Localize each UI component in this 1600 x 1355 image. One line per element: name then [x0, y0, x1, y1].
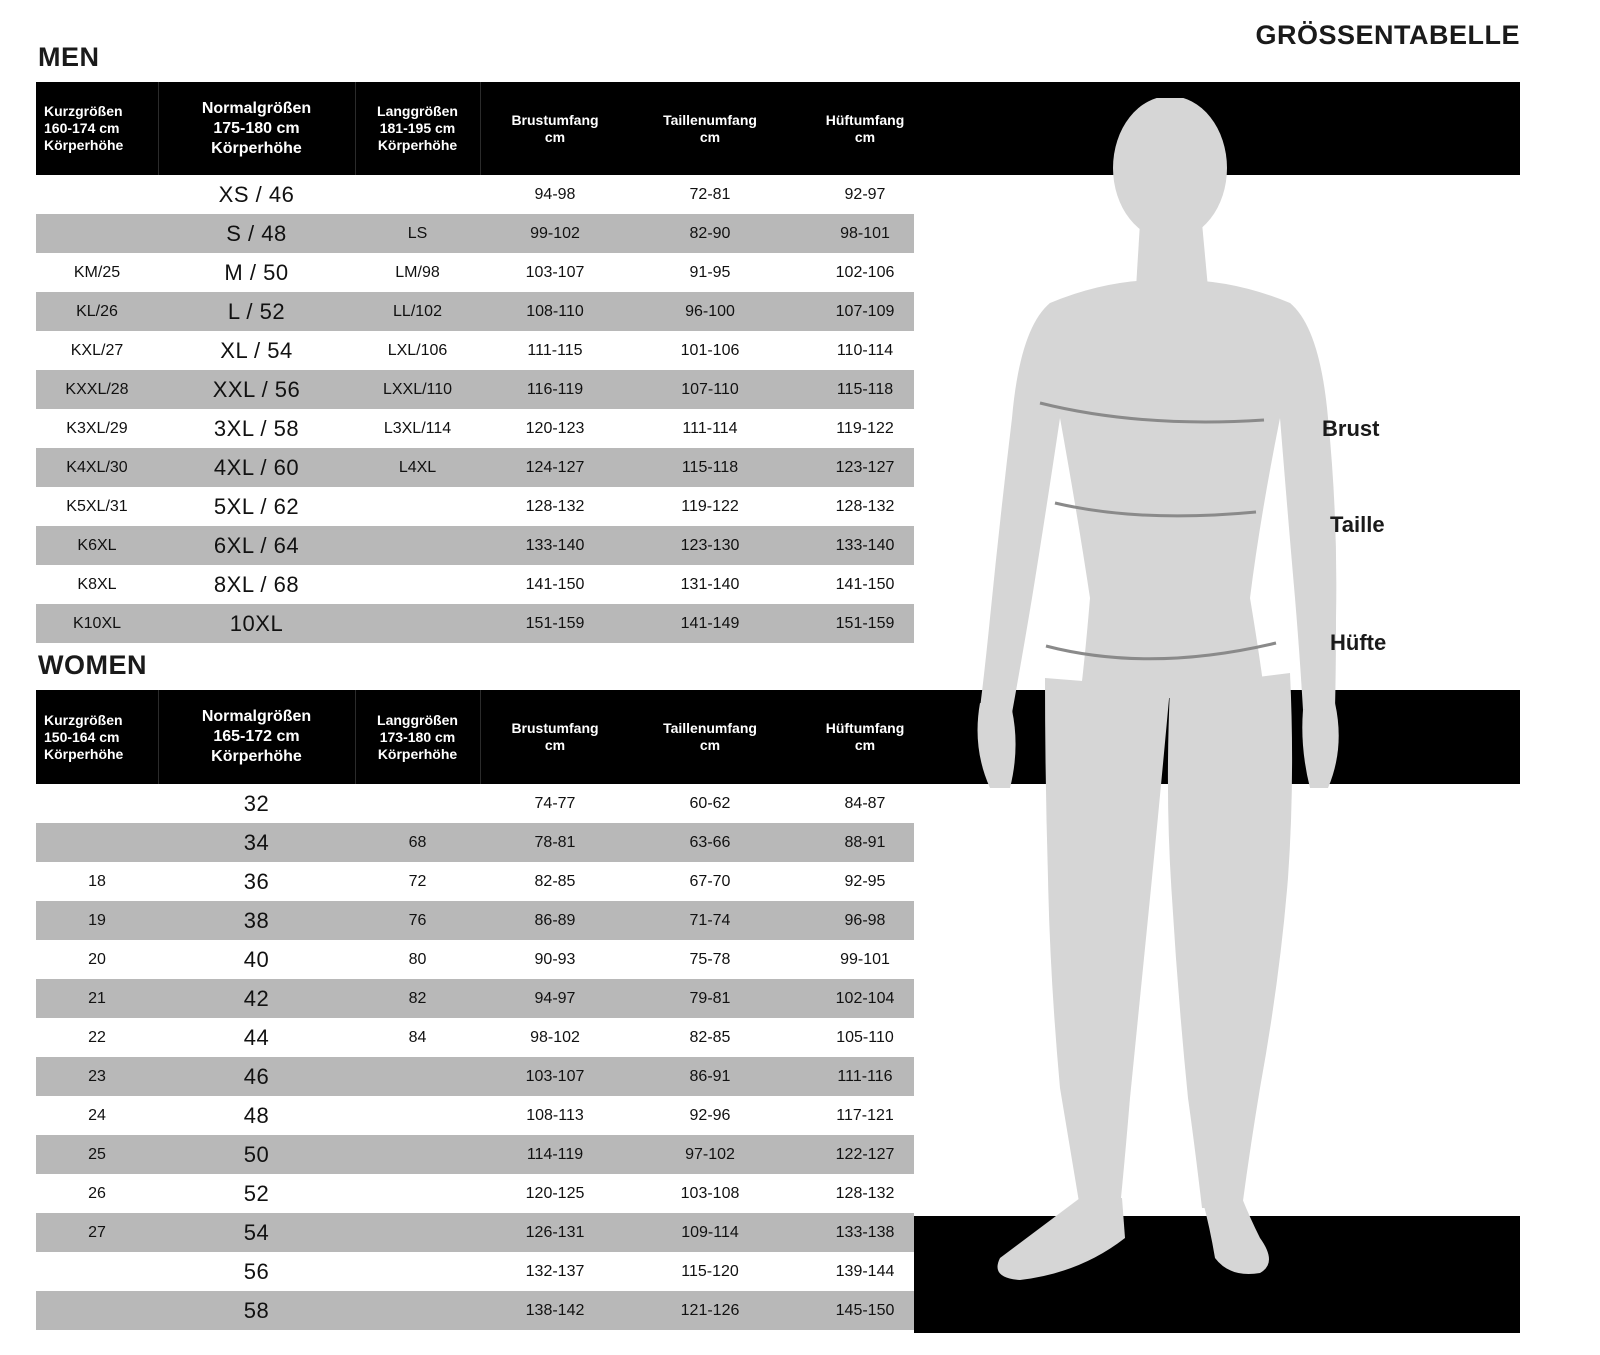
cell-brust: 94-97	[534, 989, 576, 1007]
table-row	[36, 565, 914, 604]
table-row	[36, 784, 914, 823]
cell-huefte: 128-132	[835, 1184, 895, 1202]
cell-lang: 72	[408, 872, 427, 890]
cell-huefte: 151-159	[835, 614, 895, 632]
cell-lang	[355, 1213, 480, 1252]
cell-lang: LS	[407, 224, 428, 242]
cell-kurz: K3XL/29	[66, 419, 128, 437]
table-row	[36, 175, 914, 214]
cell-brust: 82-85	[534, 872, 576, 890]
cell-huefte: 102-106	[835, 263, 895, 281]
cell-lang: LL/102	[393, 302, 442, 320]
cell-lang: LXL/106	[387, 341, 448, 359]
cell-normal: 34	[243, 829, 270, 855]
cell-kurz: 23	[88, 1067, 106, 1085]
table-row	[36, 409, 914, 448]
table-row	[36, 331, 914, 370]
cell-brust: 126-131	[525, 1223, 585, 1241]
men-header-taille: Taillenumfang cm	[663, 111, 757, 145]
cell-taille: 71-74	[689, 911, 731, 929]
cell-normal: S / 48	[226, 220, 287, 246]
cell-kurz: 24	[88, 1106, 106, 1124]
table-row	[36, 487, 914, 526]
cell-brust: 111-115	[527, 341, 583, 359]
cell-kurz: 26	[88, 1184, 106, 1202]
cell-normal: 10XL	[229, 610, 284, 636]
cell-lang	[355, 175, 480, 214]
cell-kurz	[36, 823, 158, 862]
table-row	[36, 823, 914, 862]
cell-taille: 79-81	[689, 989, 731, 1007]
women-header-huefte: Hüftumfang cm	[825, 720, 905, 753]
cell-taille: 67-70	[689, 872, 731, 890]
cell-brust: 141-150	[525, 575, 585, 593]
mannequin-figure	[960, 98, 1340, 1338]
cell-kurz: KXXL/28	[65, 380, 129, 398]
cell-taille: 75-78	[689, 950, 731, 968]
cell-taille: 123-130	[680, 536, 740, 554]
cell-normal: 44	[243, 1024, 270, 1050]
cell-kurz: 25	[88, 1145, 106, 1163]
cell-normal: 6XL / 64	[213, 532, 300, 558]
cell-huefte: 133-138	[835, 1223, 895, 1241]
cell-kurz: K4XL/30	[66, 458, 128, 476]
chest-label: Brust	[1322, 416, 1380, 441]
table-row	[36, 1252, 914, 1291]
cell-huefte: 88-91	[844, 833, 886, 851]
women-header-brust: Brustumfang cm	[511, 720, 599, 753]
cell-normal: M / 50	[224, 259, 289, 285]
men-header-normal: Normalgrößen 175-180 cm Körperhöhe	[201, 99, 312, 157]
men-heading: MEN	[38, 42, 100, 72]
cell-brust: 108-110	[526, 302, 584, 320]
cell-normal: 52	[243, 1180, 270, 1206]
cell-lang: 76	[408, 911, 427, 929]
cell-taille: 96-100	[685, 302, 735, 320]
cell-normal: L / 52	[227, 298, 286, 324]
cell-kurz: KL/26	[76, 302, 118, 320]
cell-brust: 133-140	[525, 536, 585, 554]
cell-brust: 151-159	[525, 614, 585, 632]
cell-kurz: 19	[88, 911, 106, 929]
table-row	[36, 253, 914, 292]
cell-taille: 92-96	[689, 1106, 731, 1124]
cell-huefte: 99-101	[840, 950, 890, 968]
cell-kurz	[36, 784, 158, 823]
women-heading: WOMEN	[38, 650, 147, 680]
table-row	[36, 1213, 914, 1252]
women-size-table	[36, 784, 914, 1330]
cell-normal: 8XL / 68	[213, 571, 300, 597]
cell-taille: 121-126	[680, 1301, 740, 1319]
cell-taille: 141-149	[680, 614, 740, 632]
cell-huefte: 115-118	[836, 380, 894, 398]
cell-lang: 84	[408, 1028, 427, 1046]
table-row	[36, 862, 914, 901]
cell-huefte: 122-127	[835, 1145, 895, 1163]
cell-taille: 82-90	[689, 224, 731, 242]
cell-taille: 103-108	[680, 1184, 740, 1202]
cell-huefte: 105-110	[836, 1028, 894, 1046]
page-title: GRÖSSENTABELLE	[1255, 20, 1520, 50]
table-row	[36, 448, 914, 487]
cell-lang	[355, 565, 480, 604]
cell-lang	[355, 526, 480, 565]
cell-kurz	[36, 175, 158, 214]
cell-huefte: 96-98	[844, 911, 886, 929]
header-divider	[158, 690, 159, 784]
cell-kurz	[36, 1291, 158, 1330]
cell-lang	[355, 1057, 480, 1096]
cell-normal: 58	[243, 1297, 270, 1323]
table-row	[36, 1096, 914, 1135]
table-row	[36, 1018, 914, 1057]
cell-huefte: 123-127	[835, 458, 895, 476]
table-row	[36, 214, 914, 253]
cell-huefte: 141-150	[835, 575, 895, 593]
cell-taille: 131-140	[680, 575, 740, 593]
cell-normal: 54	[243, 1219, 270, 1245]
cell-brust: 74-77	[534, 794, 576, 812]
men-header-lang: Langgrößen 181-195 cm Körperhöhe	[377, 103, 458, 153]
cell-huefte: 110-114	[836, 341, 894, 359]
header-divider	[480, 690, 481, 784]
cell-normal: 46	[243, 1063, 270, 1089]
cell-kurz: KXL/27	[70, 341, 124, 359]
header-divider	[355, 82, 356, 175]
cell-huefte: 84-87	[844, 794, 886, 812]
cell-brust: 120-125	[525, 1184, 585, 1202]
cell-kurz: KM/25	[73, 263, 121, 281]
cell-huefte: 92-97	[844, 185, 886, 203]
cell-lang	[355, 1291, 480, 1330]
cell-taille: 107-110	[681, 380, 739, 398]
header-divider	[355, 690, 356, 784]
cell-brust: 90-93	[534, 950, 576, 968]
cell-brust: 94-98	[534, 185, 576, 203]
cell-lang	[355, 1096, 480, 1135]
cell-normal: XXL / 56	[212, 376, 301, 402]
cell-huefte: 119-122	[836, 419, 894, 437]
women-header-lang: Langgrößen 173-180 cm Körperhöhe	[377, 711, 458, 762]
table-row	[36, 940, 914, 979]
cell-taille: 119-122	[681, 497, 739, 515]
cell-kurz: K10XL	[72, 614, 122, 632]
table-row	[36, 292, 914, 331]
cell-kurz: K8XL	[77, 575, 117, 593]
women-header-normal: Normalgrößen 165-172 cm Körperhöhe	[201, 708, 312, 765]
cell-huefte: 145-150	[835, 1301, 895, 1319]
table-row	[36, 370, 914, 409]
cell-taille: 115-120	[681, 1262, 739, 1280]
cell-taille: 115-118	[681, 458, 739, 476]
cell-normal: 38	[243, 907, 270, 933]
cell-brust: 98-102	[530, 1028, 580, 1046]
cell-normal: 42	[243, 985, 270, 1011]
cell-kurz: 27	[88, 1223, 106, 1241]
cell-normal: 56	[243, 1258, 270, 1284]
cell-lang: L4XL	[398, 458, 437, 476]
cell-brust: 86-89	[534, 911, 576, 929]
cell-brust: 124-127	[525, 458, 585, 476]
table-row	[36, 526, 914, 565]
cell-taille: 60-62	[689, 794, 731, 812]
cell-kurz: 22	[88, 1028, 106, 1046]
cell-huefte: 98-101	[840, 224, 890, 242]
table-row	[36, 1057, 914, 1096]
cell-kurz: 21	[88, 989, 106, 1007]
cell-huefte: 133-140	[835, 536, 895, 554]
hip-label: Hüfte	[1330, 630, 1387, 655]
cell-brust: 103-107	[525, 1067, 585, 1085]
cell-taille: 101-106	[680, 341, 740, 359]
cell-kurz: 20	[88, 950, 106, 968]
cell-taille: 91-95	[689, 263, 731, 281]
cell-huefte: 102-104	[835, 989, 895, 1007]
cell-taille: 111-114	[682, 419, 738, 437]
cell-kurz	[36, 1252, 158, 1291]
cell-brust: 78-81	[534, 833, 576, 851]
cell-normal: 36	[243, 868, 270, 894]
cell-lang: L3XL/114	[383, 419, 452, 437]
cell-huefte: 92-95	[844, 872, 886, 890]
cell-normal: 32	[243, 790, 270, 816]
women-header-kurz: Kurzgrößen 150-164 cm Körperhöhe	[44, 711, 124, 762]
cell-normal: 50	[243, 1141, 270, 1167]
cell-lang	[355, 1174, 480, 1213]
cell-brust: 132-137	[525, 1262, 585, 1280]
cell-lang: 82	[408, 989, 427, 1007]
cell-lang	[355, 1252, 480, 1291]
men-header-huefte: Hüftumfang cm	[825, 111, 905, 145]
cell-lang	[355, 487, 480, 526]
cell-brust: 120-123	[525, 419, 585, 437]
cell-normal: 40	[243, 946, 270, 972]
cell-huefte: 107-109	[835, 302, 895, 320]
cell-brust: 138-142	[525, 1301, 585, 1319]
cell-normal: 48	[243, 1102, 270, 1128]
cell-brust: 128-132	[525, 497, 585, 515]
cell-huefte: 139-144	[835, 1262, 895, 1280]
cell-taille: 109-114	[681, 1223, 739, 1241]
cell-lang: LM/98	[395, 263, 440, 281]
cell-brust: 116-119	[526, 380, 584, 398]
cell-lang: 80	[408, 950, 427, 968]
cell-kurz	[36, 214, 158, 253]
cell-normal: 3XL / 58	[213, 415, 300, 441]
table-row	[36, 1174, 914, 1213]
cell-taille: 72-81	[689, 185, 731, 203]
table-row	[36, 1291, 914, 1330]
cell-brust: 99-102	[530, 224, 580, 242]
cell-normal: XL / 54	[220, 337, 293, 363]
cell-huefte: 117-121	[836, 1106, 894, 1124]
cell-kurz: K5XL/31	[66, 497, 128, 515]
cell-lang	[355, 604, 480, 643]
cell-brust: 114-119	[526, 1145, 584, 1163]
cell-kurz: 18	[88, 872, 106, 890]
men-header-kurz: Kurzgrößen 160-174 cm Körperhöhe	[44, 103, 124, 153]
cell-normal: 5XL / 62	[213, 493, 300, 519]
table-row	[36, 604, 914, 643]
cell-huefte: 128-132	[835, 497, 895, 515]
cell-lang	[355, 1135, 480, 1174]
cell-taille: 82-85	[689, 1028, 731, 1046]
cell-brust: 103-107	[525, 263, 585, 281]
women-header-taille: Taillenumfang cm	[663, 720, 757, 753]
table-row	[36, 1135, 914, 1174]
cell-taille: 63-66	[689, 833, 731, 851]
header-divider	[480, 82, 481, 175]
cell-taille: 97-102	[685, 1145, 735, 1163]
cell-lang	[355, 784, 480, 823]
cell-brust: 108-113	[526, 1106, 584, 1124]
cell-normal: 4XL / 60	[213, 454, 300, 480]
cell-lang: LXXL/110	[382, 380, 453, 398]
cell-taille: 86-91	[689, 1067, 731, 1085]
header-divider	[158, 82, 159, 175]
table-row	[36, 979, 914, 1018]
cell-huefte: 111-116	[837, 1067, 893, 1085]
cell-kurz: K6XL	[77, 536, 117, 554]
cell-lang: 68	[408, 833, 427, 851]
men-header-brust: Brustumfang cm	[511, 111, 599, 145]
men-size-table	[36, 175, 914, 643]
table-row	[36, 901, 914, 940]
cell-normal: XS / 46	[218, 181, 295, 207]
waist-label: Taille	[1330, 512, 1385, 537]
